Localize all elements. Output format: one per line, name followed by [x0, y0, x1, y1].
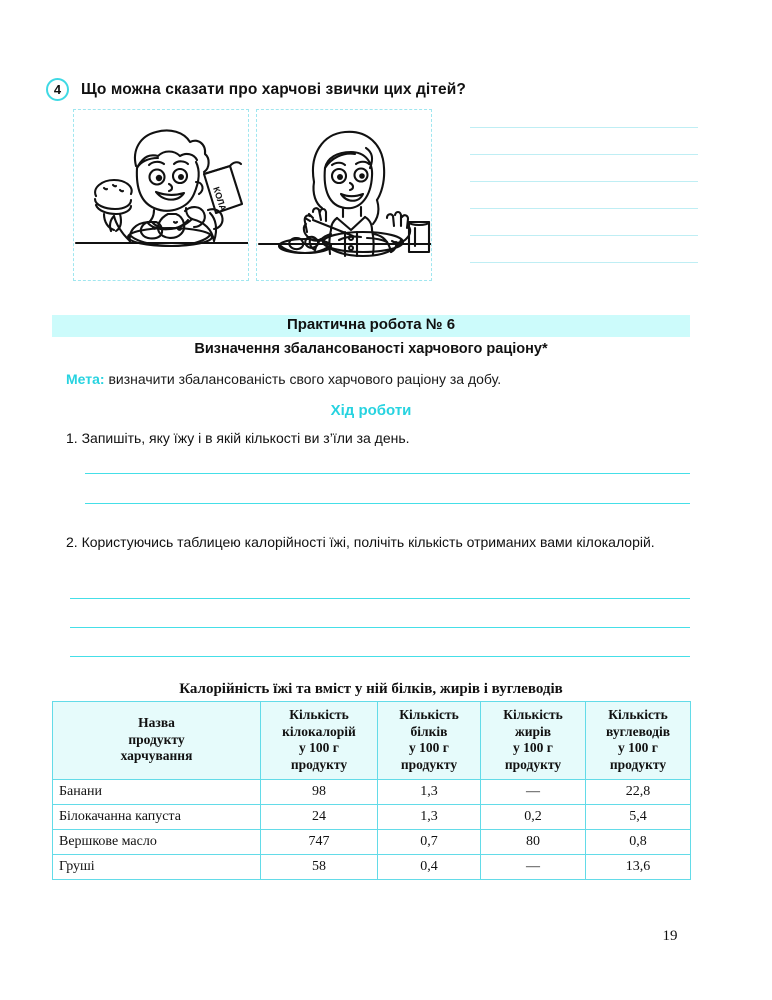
task-2-number: 2. — [66, 534, 78, 550]
cell-name: Вершкове масло — [53, 830, 261, 855]
cell-carbs: 5,4 — [586, 805, 691, 830]
table-row — [53, 780, 691, 805]
table-header-protein: Кількість білків у 100 г продукту — [378, 702, 481, 780]
practical-work-subtitle: Визначення збалансованості харчового раціону* — [194, 341, 548, 357]
cell-protein: 1,3 — [378, 805, 481, 830]
table-header-row — [53, 702, 691, 780]
svg-text:КОЛА: КОЛА — [211, 185, 229, 213]
cell-carbs: 13,6 — [586, 855, 691, 880]
cell-fat: — — [481, 780, 586, 805]
table-row — [53, 855, 691, 880]
illustration-box-boy — [73, 109, 249, 281]
aim-text: визначити збалансованість свого харчового раціону за добу. — [108, 371, 502, 387]
illustration-box-girl — [256, 109, 432, 281]
aim-row — [66, 371, 501, 387]
task-2-answer-line[interactable] — [70, 627, 690, 628]
table-row — [53, 830, 691, 855]
question-row — [46, 78, 466, 101]
table-header-kcal: Кількість кілокалорій у 100 г продукту — [261, 702, 378, 780]
task-1 — [66, 430, 410, 446]
cell-carbs: 0,8 — [586, 830, 691, 855]
cell-protein: 1,3 — [378, 780, 481, 805]
table-header-name: Назва продукту харчування — [53, 702, 261, 780]
cell-fat: 0,2 — [481, 805, 586, 830]
cell-protein: 0,4 — [378, 855, 481, 880]
cell-name: Білокачанна капуста — [53, 805, 261, 830]
steps-title: Хід роботи — [330, 402, 412, 419]
answer-lines-beside-illustrations — [470, 109, 698, 281]
cell-fat: — — [481, 855, 586, 880]
cell-protein: 0,7 — [378, 830, 481, 855]
cell-name: Банани — [53, 780, 261, 805]
girl-eating-with-fork-drawing — [257, 110, 432, 281]
cell-carbs: 22,8 — [586, 780, 691, 805]
cell-name: Груші — [53, 855, 261, 880]
task-2 — [66, 532, 691, 552]
cell-kcal: 24 — [261, 805, 378, 830]
answer-line[interactable] — [470, 181, 698, 182]
answer-line[interactable] — [470, 208, 698, 209]
page-number: 19 — [662, 928, 678, 944]
task-2-text: Користуючись таблицею калорійності їжі, полічіть кількість отриманих вами кілокалорій. — [81, 534, 655, 550]
task-2-answer-line[interactable] — [70, 656, 690, 657]
boy-eating-burger-and-cola-drawing — [74, 110, 249, 281]
question-text: Що можна сказати про харчові звички цих дітей? — [81, 80, 466, 98]
question-number-badge: 4 — [46, 78, 69, 101]
illustration-group — [73, 109, 432, 281]
answer-line[interactable] — [470, 127, 698, 128]
cell-kcal: 58 — [261, 855, 378, 880]
answer-line[interactable] — [470, 235, 698, 236]
table-body — [53, 780, 691, 880]
aim-label: Мета: — [66, 371, 105, 387]
task-1-answer-line[interactable] — [85, 503, 690, 504]
calorie-table — [52, 701, 691, 880]
task-2-answer-line[interactable] — [70, 598, 690, 599]
cell-kcal: 747 — [261, 830, 378, 855]
practical-work-title: Практична робота № 6 — [286, 316, 456, 333]
cell-kcal: 98 — [261, 780, 378, 805]
answer-line[interactable] — [470, 154, 698, 155]
table-caption: Калорійність їжі та вміст у ній білків, жирів і вуглеводів — [179, 681, 563, 697]
answer-line[interactable] — [470, 262, 698, 263]
task-1-answer-line[interactable] — [85, 473, 690, 474]
cell-fat: 80 — [481, 830, 586, 855]
table-row — [53, 805, 691, 830]
task-1-number: 1. — [66, 430, 78, 446]
table-header-fat: Кількість жирів у 100 г продукту — [481, 702, 586, 780]
table-header-carbs: Кількість вуглеводів у 100 г продукту — [586, 702, 691, 780]
task-1-text: Запишіть, яку їжу і в якій кількості ви з’їли за день. — [81, 430, 410, 446]
